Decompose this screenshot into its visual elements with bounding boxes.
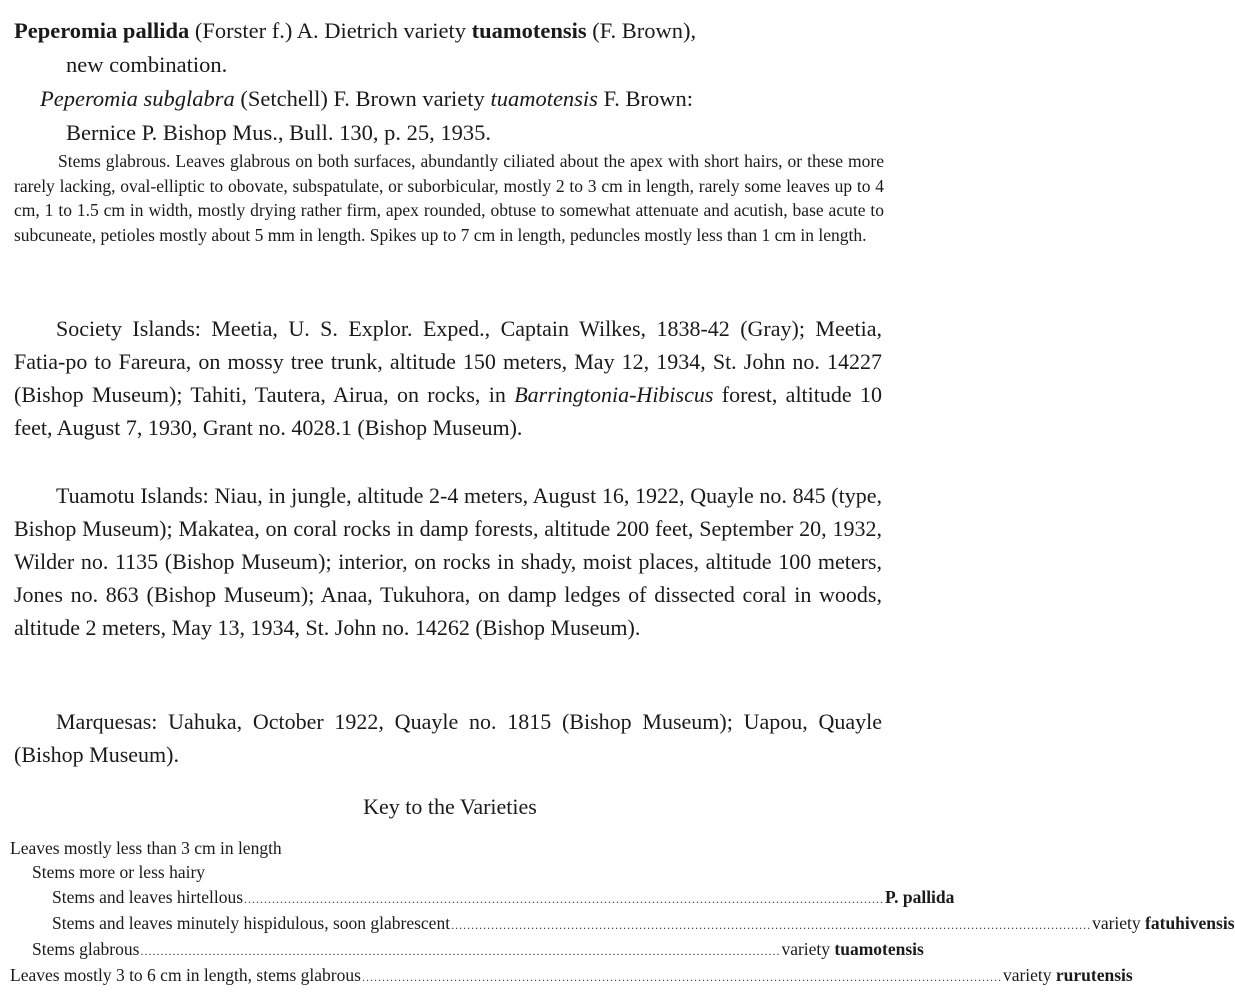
tuamotu-islands-paragraph: Tuamotu Islands: Niau, in jungle, altitude 2-4 meters, August 16, 1922, Quayle no. 845 (type, Bishop Museum); Makatea, on coral rocks in damp forests, altitude 200 feet, September 20, 1932, Wilder no. 1135 (Bishop Museum); interior, on rocks in shady, moist places, altitude 100 meters, Jones no. 863 (Bishop Museum); Anaa, Tukuhora, on damp ledges of dissected coral in woods, altitude 2 meters, May 13, 1934, St. John no. 14262 (Bishop Museum). <box>14 483 882 640</box>
key-line-6 <box>10 963 1133 989</box>
synonym-citation: Bernice P. Bishop Mus., Bull. 130, p. 25, 1935. <box>66 120 492 145</box>
description-text: Stems glabrous. Leaves glabrous on both surfaces, abundantly ciliated about the apex with short hairs, or these more rarely lacking, oval-elliptic to obovate, subspatulate, or suborbicular, mostly 2 to 3 cm in length, rarely some leaves up to 4 cm, 1 to 1.5 cm in width, mostly drying rather firm, apex rounded, obtuse to somewhat attenuate and acutish, base acute to subcuneate, petioles mostly about 5 mm in length. Spikes up to 7 cm in length, peduncles mostly less than 1 cm in length. <box>14 151 884 245</box>
key-line-5-label: Stems glabrous <box>32 939 140 960</box>
synonym-variety: tuamotensis <box>490 86 598 111</box>
key-line-6-result: rurutensis <box>1055 965 1133 986</box>
society-forest-name: Barringtonia-Hibiscus <box>514 382 714 407</box>
taxon-authors: (Forster f.) A. Dietrich variety <box>189 18 472 43</box>
synonym-variety-author: F. Brown: <box>597 86 694 111</box>
synonym-block <box>14 82 890 150</box>
leader-dots: ................................................................................................................................................................ <box>244 891 885 906</box>
key-line-5-result: tuamotensis <box>834 939 924 960</box>
key-line-6-prefix: variety <box>1002 965 1056 986</box>
key-line-2 <box>10 860 882 884</box>
key-line-3-result: P. pallida <box>885 886 955 907</box>
synonym-name: Peperomia subglabra <box>40 86 235 111</box>
variety-key <box>10 836 1235 990</box>
key-line-4-prefix: variety <box>1092 912 1146 933</box>
synonym-authors: (Setchell) F. Brown variety <box>234 86 491 111</box>
key-line-1-label: Leaves mostly less than 3 cm in length <box>10 838 282 858</box>
society-text-a: Society Islands: Meetia, U. S. Explor. Exped., Captain Wilkes, 1838-42 (Gray); Meetia, Fatia-po to Fareura, on mossy tree trunk, altitude 150 meters, May 12, 1934, St. John no. 14227 (Bishop Museum); Tahiti, Tautera, Airua, on rocks, in <box>14 316 882 407</box>
key-line-3 <box>10 885 955 911</box>
key-line-6-label: Leaves mostly 3 to 6 cm in length, stems glabrous <box>10 965 361 986</box>
key-line-3-label: Stems and leaves hirtellous <box>52 886 244 907</box>
marquesas-paragraph: Marquesas: Uahuka, October 1922, Quayle no. 1815 (Bishop Museum); Uapou, Quayle (Bishop Museum). <box>14 709 882 767</box>
key-title: Key to the Varieties <box>363 794 537 819</box>
description-paragraph <box>14 149 884 247</box>
leader-dots: ................................................................................................................................................................ <box>140 944 781 959</box>
society-text-b: forest, altitude 10 feet, August 7, 1930, Grant no. 4028.1 (Bishop Museum). <box>14 382 882 440</box>
key-line-4-result: fatuhivensis <box>1145 912 1235 933</box>
leader-dots: ................................................................................................................................................................ <box>451 917 1092 932</box>
key-line-2-label: Stems more or less hairy <box>32 862 206 883</box>
key-line-5-prefix: variety <box>781 939 835 960</box>
variety-author: (F. Brown), <box>586 18 697 43</box>
society-islands-paragraph <box>14 312 882 444</box>
taxon-name: Peperomia pallida <box>14 18 190 43</box>
leader-dots: ................................................................................................................................................................ <box>361 970 1002 985</box>
key-line-1 <box>10 836 882 860</box>
key-line-5 <box>10 937 924 963</box>
key-line-4-label: Stems and leaves minutely hispidulous, soon glabrescent <box>52 912 451 933</box>
key-line-4 <box>10 911 1235 937</box>
variety-name: tuamotensis <box>471 18 587 43</box>
taxon-heading <box>14 14 890 82</box>
new-combination-note: new combination. <box>66 52 228 77</box>
